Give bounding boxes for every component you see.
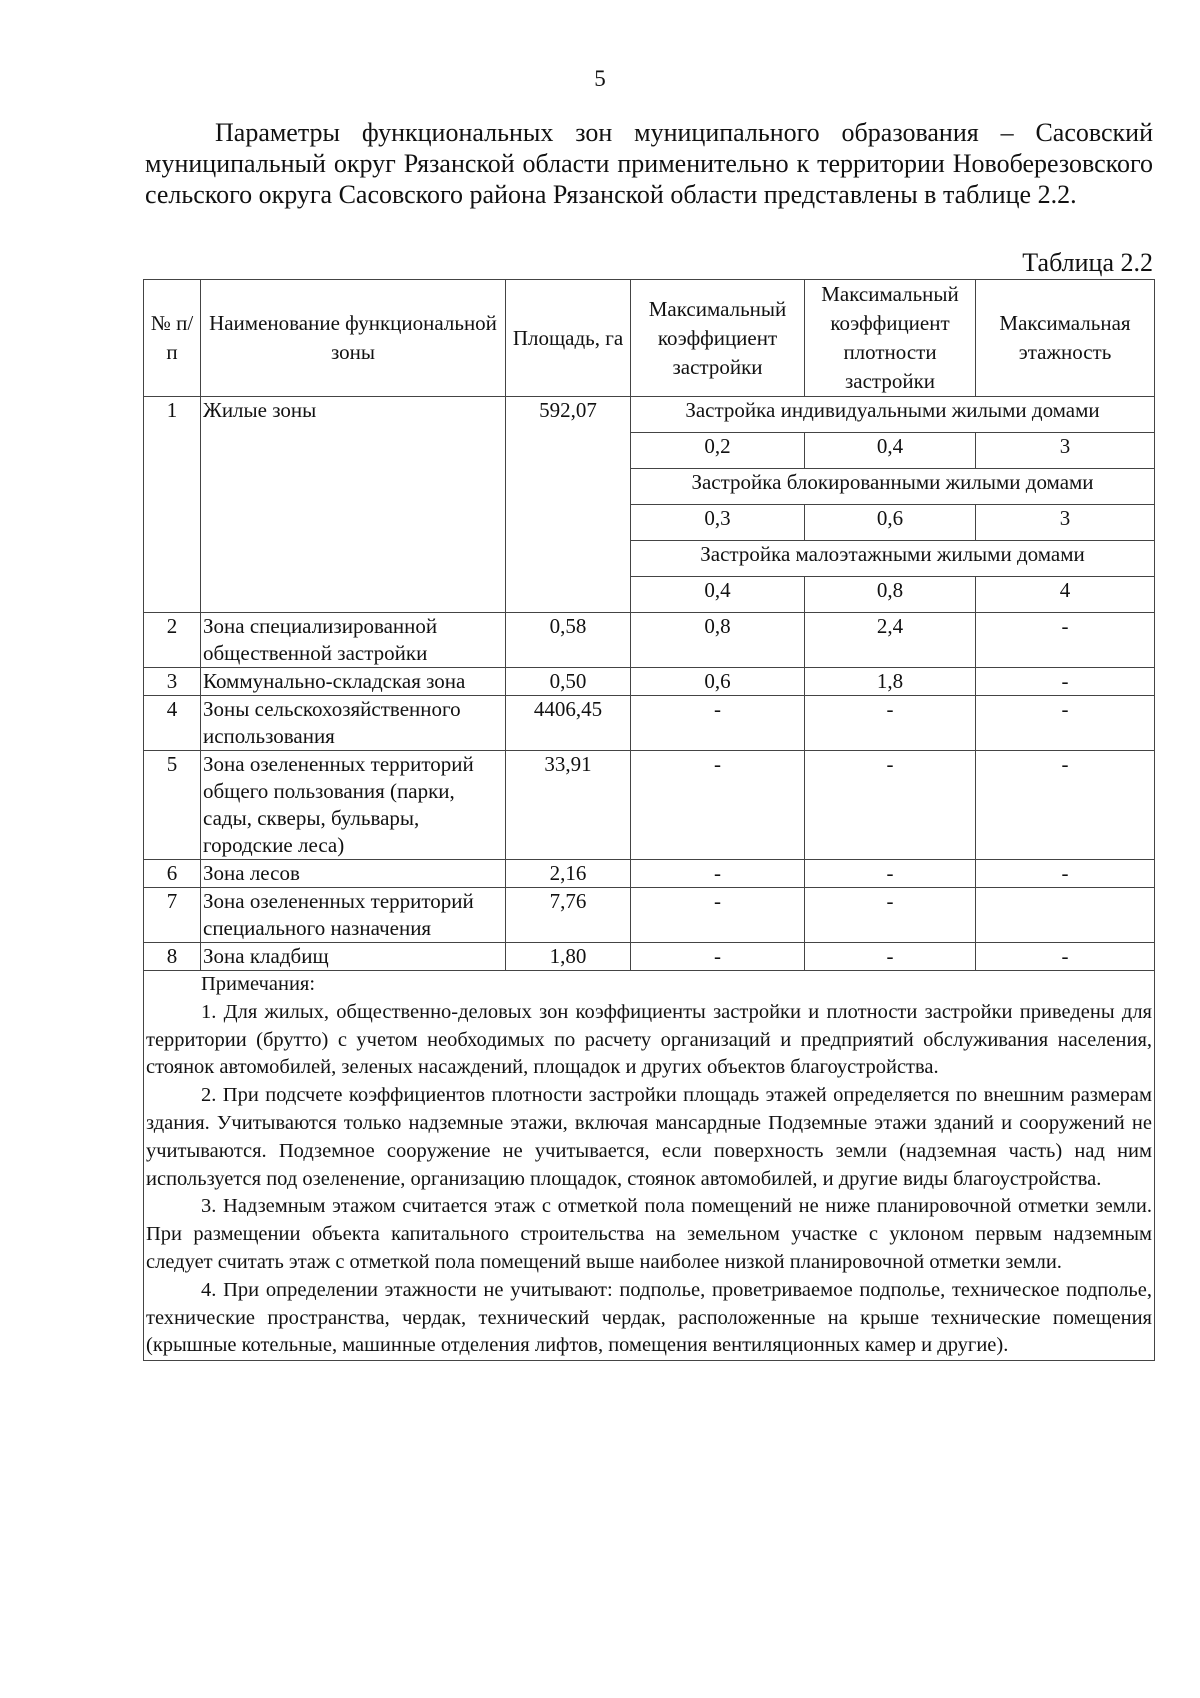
row-floors: - [976,668,1155,696]
table-row [144,860,1155,888]
row-floors: - [976,751,1155,860]
row-density: 0,4 [805,433,976,469]
table-row [144,668,1155,696]
row-coef: - [631,943,805,971]
table-row [144,696,1155,751]
page-number: 5 [594,66,606,91]
table-header-row [144,280,1155,397]
row-area: 1,80 [506,943,631,971]
note-item: 1. Для жилых, общественно-деловых зон коэффициенты застройки и плотности застройки приведены для территории (брутто) с учетом необходимых по расчету организаций и предприятий обслуживания населения, стоянок автомобилей, зеленых насаждений, площадок и других объектов благоустройства. [146,1000,1152,1079]
header-max-density: Максимальный коэффициент плотности застройки [805,280,976,397]
table-row [144,397,1155,433]
row-name: Зона специализированной общественной застройки [201,613,506,668]
row-name: Зона озелененных территорий специального назначения [201,888,506,943]
row-density: - [805,888,976,943]
zones-table [143,279,1155,1361]
note-item: 2. При подсчете коэффициентов плотности застройки площадь этажей определяется по внешним размерам здания. Учитываются только надземные этажи, включая мансардные Подземные этажи зданий и сооружений не учитываются. Подземное сооружение не учитывается, если поверхность земли (надземная часть) над ним используется под озеленение, организацию площадок, стоянок автомобилей, и другие виды благоустройства. [146,1084,1152,1190]
row-floors: - [976,943,1155,971]
row-coef: - [631,696,805,751]
row-name: Зона озелененных территорий общего пользования (парки, сады, скверы, бульвары, городские леса) [201,751,506,860]
row-floors: 3 [976,433,1155,469]
table-caption: Таблица 2.2 [1022,248,1153,277]
row-name: Зона лесов [201,860,506,888]
row-floors: 4 [976,577,1155,613]
row-area: 4406,45 [506,696,631,751]
row-density: - [805,696,976,751]
row-coef: 0,4 [631,577,805,613]
row-num: 8 [144,943,201,971]
row-num: 3 [144,668,201,696]
notes-title: Примечания: [201,973,316,995]
row-name: Жилые зоны [201,397,506,613]
row-density: - [805,860,976,888]
row-area: 0,58 [506,613,631,668]
row-coef: 0,8 [631,613,805,668]
row-density: - [805,751,976,860]
row-density: 0,6 [805,505,976,541]
table-row [144,943,1155,971]
row-area: 33,91 [506,751,631,860]
subzone-title: Застройка индивидуальными жилыми домами [631,397,1155,433]
row-num: 2 [144,613,201,668]
row-num: 7 [144,888,201,943]
row-num: 4 [144,696,201,751]
header-name: Наименование функциональной зоны [201,280,506,397]
notes-cell [144,971,1155,1361]
row-area: 0,50 [506,668,631,696]
row-num: 5 [144,751,201,860]
row-coef: 0,2 [631,433,805,469]
row-coef: - [631,888,805,943]
row-floors: - [976,696,1155,751]
note-item: 4. При определении этажности не учитывают: подполье, проветриваемое подполье, техническое подполье, технические пространства, чердак, технический чердак, расположенные на крыше технические помещения (крышные котельные, машинные отделения лифтов, помещения вентиляционных камер и другие). [146,1278,1152,1357]
intro-text: Параметры функциональных зон муниципального образования – Сасовский муниципальный округ Рязанской области применительно к территории Новоберезовского сельского округа Сасовского района Рязанской области представлены в таблице 2.2. [145,118,1153,209]
row-area: 2,16 [506,860,631,888]
notes-row [144,971,1155,1361]
subzone-title: Застройка блокированными жилыми домами [631,469,1155,505]
header-max-coef: Максимальный коэффициент застройки [631,280,805,397]
row-density: 0,8 [805,577,976,613]
row-coef: - [631,751,805,860]
table-row [144,888,1155,943]
row-area: 7,76 [506,888,631,943]
row-name: Коммунально-складская зона [201,668,506,696]
row-coef: - [631,860,805,888]
row-floors: 3 [976,505,1155,541]
header-area: Площадь, га [506,280,631,397]
row-name: Зоны сельскохозяйственного использования [201,696,506,751]
header-num: № п/п [144,280,201,397]
row-area: 592,07 [506,397,631,613]
row-floors: - [976,613,1155,668]
table-row [144,613,1155,668]
row-num: 6 [144,860,201,888]
row-density: - [805,943,976,971]
row-density: 1,8 [805,668,976,696]
row-coef: 0,6 [631,668,805,696]
intro-paragraph [145,117,1153,210]
row-name: Зона кладбищ [201,943,506,971]
row-num: 1 [144,397,201,613]
row-density: 2,4 [805,613,976,668]
header-max-floors: Максимальная этажность [976,280,1155,397]
subzone-title: Застройка малоэтажными жилыми домами [631,541,1155,577]
note-item: 3. Надземным этажом считается этаж с отметкой пола помещений не ниже планировочной отметки земли. При размещении объекта капитального строительства на земельном участке с уклоном первым надземным следует считать этаж с отметкой пола помещений выше наиболее низкой планировочной отметки земли. [146,1195,1152,1273]
table-row [144,751,1155,860]
row-coef: 0,3 [631,505,805,541]
row-floors [976,888,1155,943]
row-floors: - [976,860,1155,888]
